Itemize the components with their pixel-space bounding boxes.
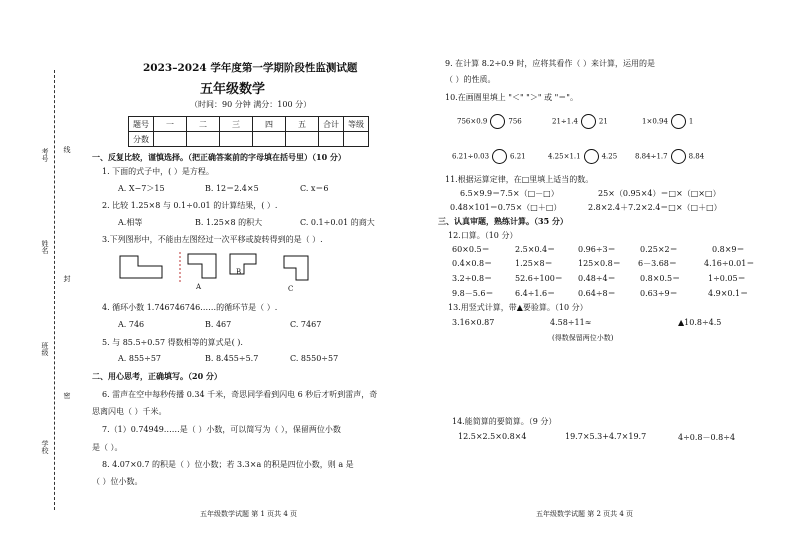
binding-feng: 封 [63,275,71,282]
compare-circle[interactable] [671,149,686,164]
score-header-cell: 四 [253,117,286,132]
oral-item: 0.48÷4＝ [578,274,616,283]
compare-item-1: 756×0.9 756 [457,114,522,129]
q13-item-1: 3.16×0.87 [452,318,495,327]
binding-xian: 线 [63,146,71,153]
score-cell[interactable] [187,132,220,147]
score-header-cell: 五 [286,117,319,132]
q13-item-2: 4.58÷11≈ [550,318,592,327]
q3-label-a: A [196,283,202,291]
binding-xingming: 姓名 [41,240,49,254]
q14-item-2: 19.7×5.3+4.7×19.7 [565,432,647,441]
score-row-label: 分数 [129,132,154,147]
q14-text: 14.能简算的要简算。（9 分） [452,417,557,426]
q1-option-a: A. X−7＞15 [118,184,165,193]
q11-item-b[interactable]: 25×（0.95×4）＝□×（□×□） [598,189,721,198]
q3-original-shape [120,256,162,278]
q3-shape-c [284,256,308,280]
q13-text: 13.用竖式计算，带▲要验算。（10 分） [448,303,588,312]
q9-text-cont: （ ）的性质。 [445,75,496,84]
oral-item: 0.63÷9＝ [640,289,678,298]
q10-text: 10.在画圈里填上 "＜" "＞" 或 "＝"。 [445,93,578,102]
q2-option-c: C. 0.1÷0.01 的商大 [300,218,375,227]
score-header-cell: 题号 [129,117,154,132]
oral-item: 6.4÷1.6＝ [515,289,556,298]
q5-text: 5. 与 85.5÷0.57 得数相等的算式是( ). [102,338,243,347]
binding-kaohao: 考号 [41,148,49,162]
score-table [128,116,369,147]
q3-figures [118,250,338,295]
oral-item: 4.9×0.1＝ [708,289,749,298]
q3-text: 3.下列图形中，不能由左图经过一次平移或旋转得到的是（ ）. [102,235,323,244]
oral-item: 60×0.5＝ [452,245,490,254]
q3-label-c: C [288,285,294,293]
binding-xuexiao: 学校 [41,440,49,454]
q2-option-b: B. 1.25×8 的积大 [195,218,263,227]
q13-note: (得数保留两位小数) [552,334,614,342]
section-1-heading: 一、反复比较，谨慎选择。（把正确答案前的字母填在括号里）（10 分） [92,152,346,162]
score-header-cell: 合计 [319,117,344,132]
oral-item: 3.2÷0.8＝ [452,274,493,283]
binding-line [54,70,55,510]
score-cell[interactable] [344,132,369,147]
oral-item: 2.5×0.4＝ [515,245,556,254]
q2-text: 2. 比较 1.25×8 与 0.1÷0.01 的计算结果，( ）. [102,201,278,210]
q4-option-a: A. 746 [118,320,145,329]
section-3-heading: 三、认真审题，熟练计算。（35 分） [438,216,568,226]
score-cell[interactable] [220,132,253,147]
oral-item: 1.25×8＝ [515,259,553,268]
q1-text: 1. 下面的式子中，( ）是方程。 [102,167,214,176]
compare-circle[interactable] [490,114,505,129]
compare-item-2: 21÷1.4 21 [552,114,608,129]
score-header-cell: 二 [187,117,220,132]
q7-text: 7.（1）0.74949……是（ ）小数，可以简写为（ ），保留两位小数 [102,425,341,434]
oral-item: 52.6÷100＝ [515,274,563,283]
q11-item-a[interactable]: 6.5×9.9＝7.5×（□－□） [460,189,559,198]
oral-item: 0.25×2＝ [640,245,678,254]
q8-text-cont: （ ）位小数。 [92,477,143,486]
score-header-cell: 等级 [344,117,369,132]
q14-item-3: 4÷0.8－0.8÷4 [678,433,736,442]
compare-item-4: 6.21÷0.03 6.21 [452,149,526,164]
q5-option-a: A. 855÷57 [118,354,162,363]
binding-banji: 班级 [41,342,49,356]
binding-mi: 密 [63,392,71,399]
score-header-cell: 一 [154,117,187,132]
q13-item-3: ▲10.8÷4.5 [678,318,722,327]
q12-text: 12.口算。（10 分） [448,231,518,240]
compare-item-6: 8.84÷1.7 8.84 [635,149,704,164]
oral-item: 0.64÷8＝ [578,289,616,298]
compare-item-5: 4.25×1.1 4.25 [548,149,617,164]
section-2-heading: 二、用心思考，正确填写。（20 分） [92,371,222,381]
exam-title: 2023–2024 学年度第一学期阶段性监测试题 [143,62,358,74]
oral-item: 125×0.8＝ [578,259,621,268]
oral-item: 0.96÷3＝ [578,245,616,254]
q11-item-d[interactable]: 2.8×2.4＋7.2×2.4＝□×（□＋□） [588,203,722,212]
time-info: （时间：90 分钟 满分：100 分） [190,100,312,109]
oral-item: 0.8×0.5＝ [640,274,681,283]
q3-label-b: B [236,268,242,276]
q11-item-c[interactable]: 0.48×101＝0.75×（□＋□） [450,203,562,212]
q8-text: 8. 4.07×0.7 的积是（ ）位小数；若 3.3×a 的积是四位小数，则 a 是 [102,460,354,469]
compare-circle[interactable] [581,114,596,129]
score-header-cell: 三 [220,117,253,132]
oral-item: 4.16÷0.01＝ [704,259,755,268]
q4-option-b: B. 467 [205,320,232,329]
oral-item: 0.8×9＝ [712,245,745,254]
q2-option-a: A.相等 [118,218,143,227]
q6-text: 6. 雷声在空中每秒传播 0.34 千米，奇思同学看到闪电 6 秒后才听到雷声，奇 [102,390,378,399]
q6-text-cont: 思离闪电（ ）千米。 [92,407,167,416]
q3-shape-a [188,254,216,278]
compare-circle[interactable] [584,149,599,164]
compare-circle[interactable] [492,149,507,164]
score-cell[interactable] [253,132,286,147]
compare-item-3: 1×0.94 1 [642,114,693,129]
q11-text: 11.根据运算定律，在□里填上适当的数。 [445,175,594,184]
score-cell[interactable] [319,132,344,147]
q7-text-cont: 是（ ）。 [92,443,123,452]
exam-subtitle: 五年级数学 [200,82,266,97]
q5-option-c: C. 8550÷57 [290,354,339,363]
left-footer: 五年级数学试题 第 1 页共 4 页 [200,510,298,518]
oral-item: 1÷0.05＝ [708,274,746,283]
q1-option-b: B. 12＝2.4×5 [205,184,259,193]
q14-item-1: 12.5×2.5×0.8×4 [458,432,527,441]
q5-option-b: B. 8.455÷5.7 [205,354,259,363]
q1-option-c: C. x＝6 [300,184,329,193]
oral-item: 6－3.68＝ [638,259,677,268]
score-cell[interactable] [154,132,187,147]
oral-item: 9.8－5.6＝ [452,289,494,298]
score-cell[interactable] [286,132,319,147]
q4-text: 4. 循环小数 1.746746746……的循环节是（ ）. [102,303,278,312]
compare-circle[interactable] [671,114,686,129]
right-footer: 五年级数学试题 第 2 页共 4 页 [536,510,634,518]
q4-option-c: C. 7467 [290,320,322,329]
oral-item: 0.4×0.8＝ [452,259,493,268]
q9-text: 9. 在计算 8.2÷0.9 时，应将其看作（ ）来计算，运用的是 [445,59,655,68]
q3-shape-b [230,254,256,274]
